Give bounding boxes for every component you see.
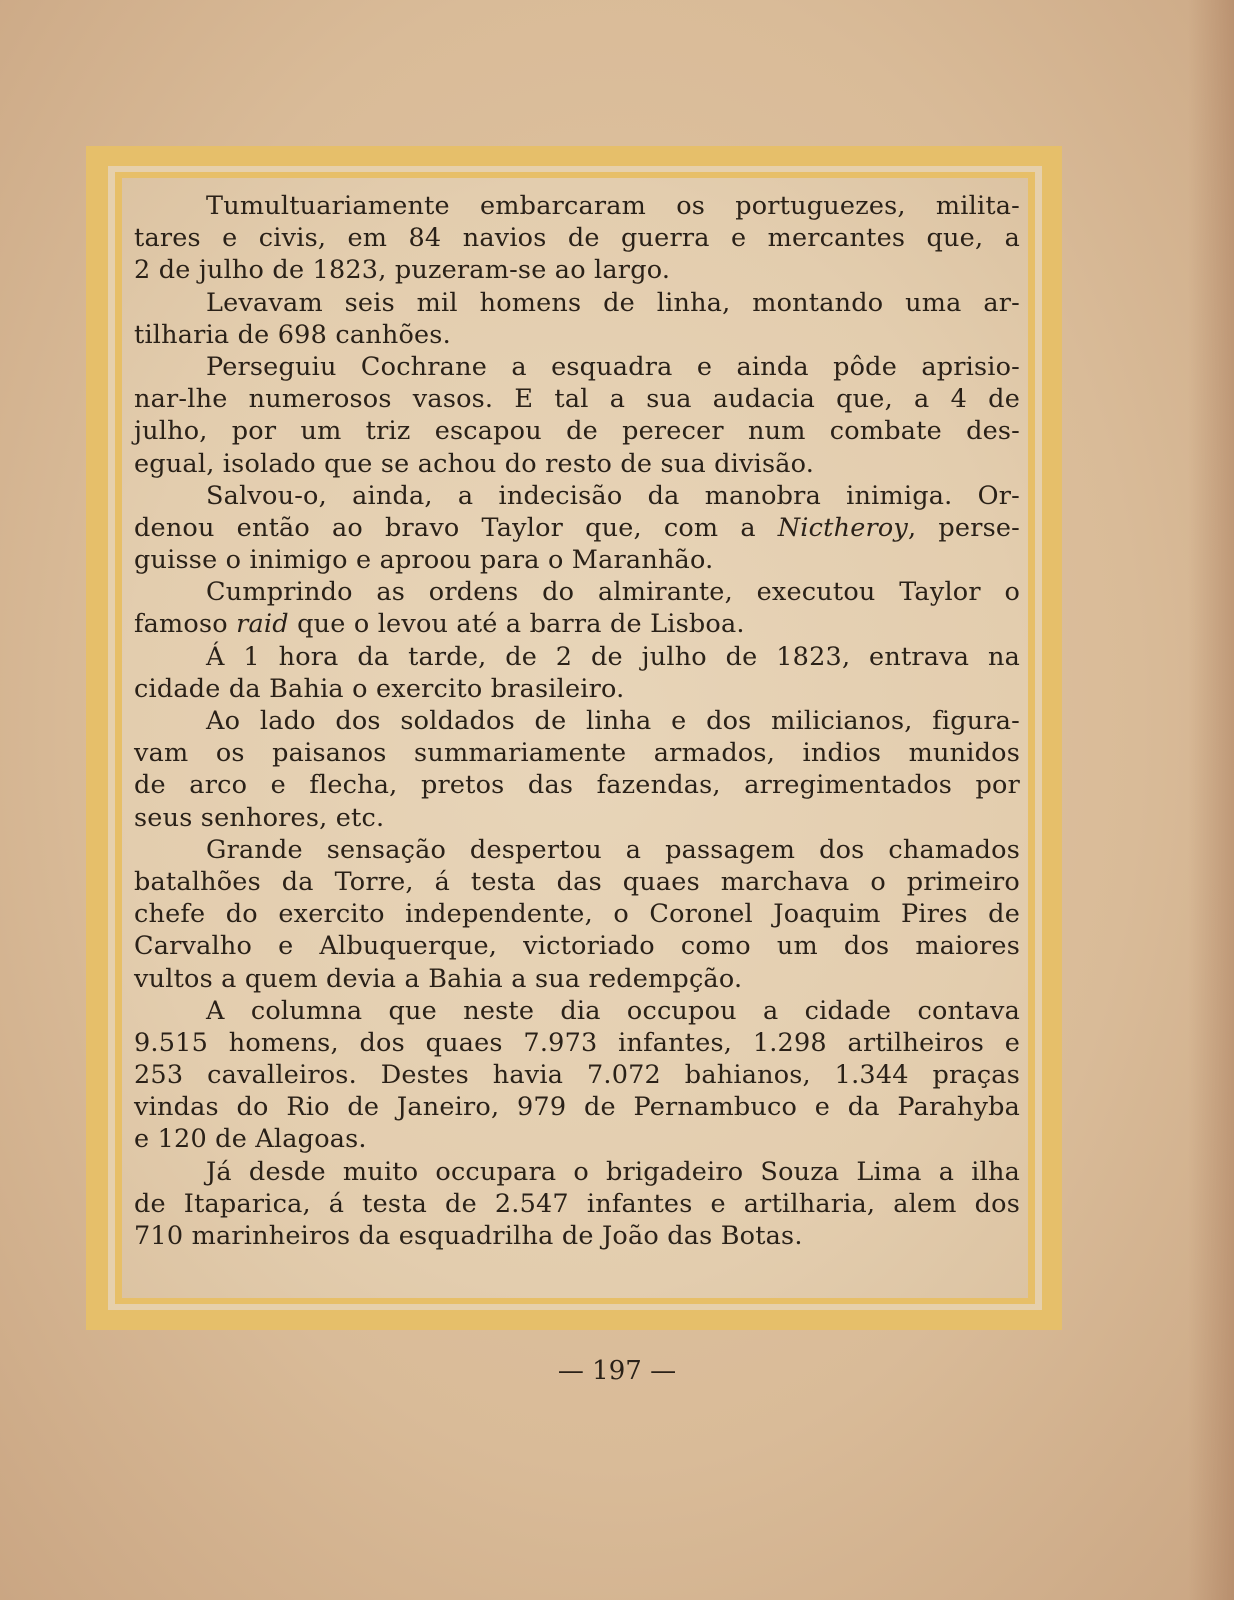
text-line: Grande sensação despertou a passagem dos chamados — [206, 834, 1020, 865]
paragraph — [134, 1156, 1020, 1253]
text-line: julho, por um triz escapou de perecer num combate des- — [134, 416, 1020, 447]
text-line: de arco e flecha, pretos das fazendas, arregimentados por — [134, 770, 1020, 801]
paragraph — [134, 641, 1020, 705]
text-line: Salvou-o, ainda, a indecisão da manobra inimiga. Or- — [206, 480, 1020, 511]
text-line: tilharia de 698 canhões. — [134, 319, 451, 350]
text-line: guisse o inimigo e aproou para o Maranhão. — [134, 545, 714, 576]
text-line: Á 1 hora da tarde, de 2 de julho de 1823, entrava na — [206, 641, 1020, 672]
text-line: Tumultuariamente embarcaram os portuguezes, milita- — [206, 191, 1020, 221]
text-line: nar-lhe numerosos vasos. E tal a sua audacia que, a 4 de — [134, 384, 1020, 415]
text-span: denou então ao bravo Taylor que, com a — [134, 512, 778, 543]
paragraph — [134, 834, 1020, 995]
text-line: 9.515 homens, dos quaes 7.973 infantes, 1.298 artilheiros e — [134, 1027, 1020, 1058]
page-number: — 197 — — [557, 1356, 677, 1386]
italic-text: Nictheroy — [777, 512, 909, 543]
paragraph — [134, 576, 1020, 640]
text-line — [134, 512, 1020, 544]
body-text — [134, 190, 1020, 1252]
text-line: batalhões da Torre, á testa das quaes marchava o primeiro — [134, 866, 1020, 897]
text-span: que o levou até a barra de Lisboa. — [288, 609, 745, 640]
text-span: , perse- — [908, 512, 1020, 543]
paragraph — [134, 705, 1020, 834]
text-line: cidade da Bahia o exercito brasileiro. — [134, 673, 625, 704]
text-line: 253 cavalleiros. Destes havia 7.072 bahianos, 1.344 praças — [134, 1060, 1020, 1091]
text-line: seus senhores, etc. — [134, 802, 385, 833]
text-line: e 120 de Alagoas. — [134, 1124, 367, 1155]
text-line: Levavam seis mil homens de linha, montando uma ar- — [206, 287, 1020, 318]
text-line: Perseguiu Cochrane a esquadra e ainda pôde aprisio- — [206, 351, 1020, 382]
text-line: A columna que neste dia occupou a cidade contava — [206, 995, 1020, 1026]
text-line: egual, isolado que se achou do resto de sua divisão. — [134, 448, 815, 479]
text-line: chefe do exercito independente, o Coronel Joaquim Pires de — [134, 899, 1020, 930]
paragraph — [134, 480, 1020, 577]
text-line: vindas do Rio de Janeiro, 979 de Pernambuco e da Parahyba — [134, 1092, 1020, 1123]
paragraph — [134, 351, 1020, 480]
text-span: famoso — [134, 609, 237, 640]
text-line: Cumprindo as ordens do almirante, executou Taylor o — [206, 577, 1020, 608]
text-line: Já desde muito occupara o brigadeiro Souza Lima a ilha — [206, 1156, 1020, 1187]
paragraph — [134, 995, 1020, 1156]
text-line: 2 de julho de 1823, puzeram-se ao largo. — [134, 255, 671, 286]
italic-text: raid — [236, 609, 289, 640]
text-line: vultos a quem devia a Bahia a sua redempção. — [134, 963, 743, 994]
text-line: Ao lado dos soldados de linha e dos milicianos, figura- — [206, 706, 1020, 736]
paragraph — [134, 287, 1020, 351]
text-line: de Itaparica, á testa de 2.547 infantes e artilharia, alem dos — [134, 1188, 1020, 1219]
text-line: tares e civis, em 84 navios de guerra e mercantes que, a — [134, 223, 1020, 254]
text-line: 710 marinheiros da esquadrilha de João das Botas. — [134, 1221, 803, 1251]
text-line — [134, 608, 1020, 640]
text-line: vam os paisanos summariamente armados, indios munidos — [134, 738, 1020, 769]
text-line: Carvalho e Albuquerque, victoriado como um dos maiores — [134, 931, 1020, 962]
paragraph — [134, 190, 1020, 287]
